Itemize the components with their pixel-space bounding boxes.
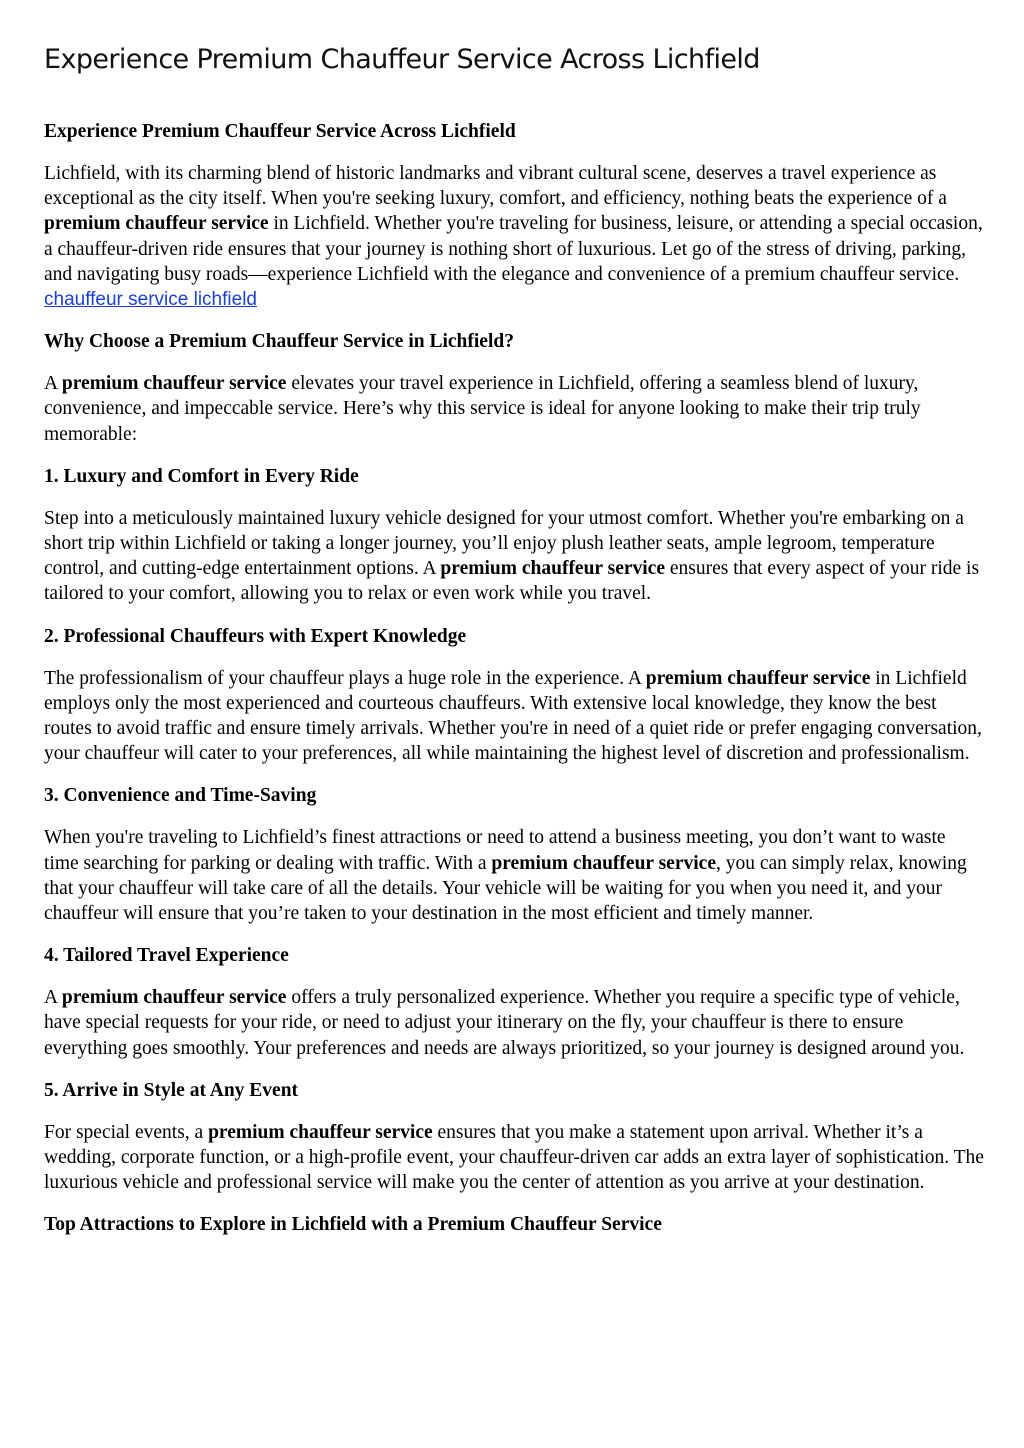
intro-text-2: in Lichfield. Whether you're traveling for business, leisure, or attending a special occasion, a chauffeur-driven ride ensures that your journey is nothing short of luxurious. Let go of the stress of driving, parking, and navigating busy roads—experience Lichfield with the elegance and convenience of a premium chauffeur service.: [44, 213, 983, 285]
section-text-1: For special events, a: [44, 1121, 209, 1143]
section-heading-luxury: 1. Luxury and Comfort in Every Ride: [44, 465, 359, 487]
section-text-1: The professionalism of your chauffeur plays a huge role in the experience. A: [44, 667, 646, 689]
section-paragraph-style: [44, 1120, 984, 1196]
section-heading-convenience: 3. Convenience and Time-Saving: [44, 785, 317, 807]
section-paragraph-convenience: [44, 825, 984, 926]
section-text-1: A: [44, 987, 62, 1009]
section-bold: premium chauffeur service: [645, 667, 871, 689]
intro-bold: premium chauffeur service: [44, 213, 269, 235]
section-bold: premium chauffeur service: [491, 852, 716, 874]
document-title: Experience Premium Chauffeur Service Across Lichfield: [44, 44, 760, 75]
section-heading-tailored: 4. Tailored Travel Experience: [44, 945, 289, 967]
section-text-2: offers a truly personalized experience. Whether you require a specific type of vehicle, have special requests for your ride, or need to adjust your itinerary on the fly, your chauffeur is there to ensure everything goes smoothly. Your preferences and needs are always prioritized, so your journey is designed around you.: [44, 987, 965, 1059]
article-heading: Experience Premium Chauffeur Service Across Lichfield: [44, 121, 516, 142]
section-bold: premium chauffeur service: [208, 1121, 433, 1143]
section-text-2: , you can simply relax, knowing that your chauffeur will take care of all the details. Your vehicle will be waiting for you when you need it, and your chauffeur will ensure that you’re taken to your destination in the most efficient and timely manner.: [44, 852, 967, 925]
section-paragraph-chauffeurs: [44, 666, 984, 767]
why-paragraph: [44, 371, 984, 447]
section-bold: premium chauffeur service: [61, 987, 287, 1009]
section-text-2: ensures that every aspect of your ride is tailored to your comfort, allowing you to relax or even work while you travel.: [44, 558, 980, 605]
section-text-1: When you're traveling to Lichfield’s finest attractions or need to attend a business meeting, you don’t want to waste time searching for parking or dealing with traffic. With a: [44, 827, 946, 874]
section-heading-style: 5. Arrive in Style at Any Event: [44, 1079, 299, 1101]
section-paragraph-luxury: [44, 506, 984, 607]
why-text-2: elevates your travel experience in Lichfield, offering a seamless blend of luxury, convenience, and impeccable service. Here’s why this service is ideal for anyone looking to make their trip truly memorable:: [44, 373, 921, 445]
section-heading-chauffeurs: 2. Professional Chauffeurs with Expert Knowledge: [44, 625, 467, 647]
why-heading: Why Choose a Premium Chauffeur Service in Lichfield?: [44, 331, 514, 353]
intro-paragraph: [44, 161, 984, 312]
intro-text-1: Lichfield, with its charming blend of historic landmarks and vibrant cultural scene, deserves a travel experience as exceptional as the city itself. When you're seeking luxury, comfort, and efficiency, nothing beats the experience of a: [44, 163, 947, 210]
why-bold: premium chauffeur service: [61, 373, 287, 395]
section-text-2: in Lichfield employs only the most experienced and courteous chauffeurs. With extensive local knowledge, they know the best routes to avoid traffic and ensure timely arrivals. Whether you're in need of a quiet ride or prefer engaging conversation, your chauffeur will cater to your preferences, all while maintaining the highest level of discretion and professionalism.: [44, 667, 982, 765]
attractions-heading: Top Attractions to Explore in Lichfield with a Premium Chauffeur Service: [44, 1214, 662, 1236]
section-text-1: Step into a meticulously maintained luxury vehicle designed for your utmost comfort. Whether you're embarking on a short trip within Lichfield or taking a longer journey, you’ll enjoy plush leather seats, ample legroom, temperature control, and cutting-edge entertainment options. A: [44, 507, 964, 580]
article-body: [44, 119, 984, 1254]
chauffeur-service-link[interactable]: chauffeur service lichfield: [44, 289, 257, 311]
section-text-2: ensures that you make a statement upon arrival. Whether it’s a wedding, corporate function, or a high-profile event, your chauffeur-driven car adds an extra layer of sophistication. The luxurious vehicle and professional service will make you the center of attention as you arrive at your destination.: [44, 1121, 984, 1194]
section-paragraph-tailored: [44, 985, 984, 1061]
section-bold: premium chauffeur service: [440, 558, 665, 580]
why-text-1: A: [44, 373, 62, 395]
